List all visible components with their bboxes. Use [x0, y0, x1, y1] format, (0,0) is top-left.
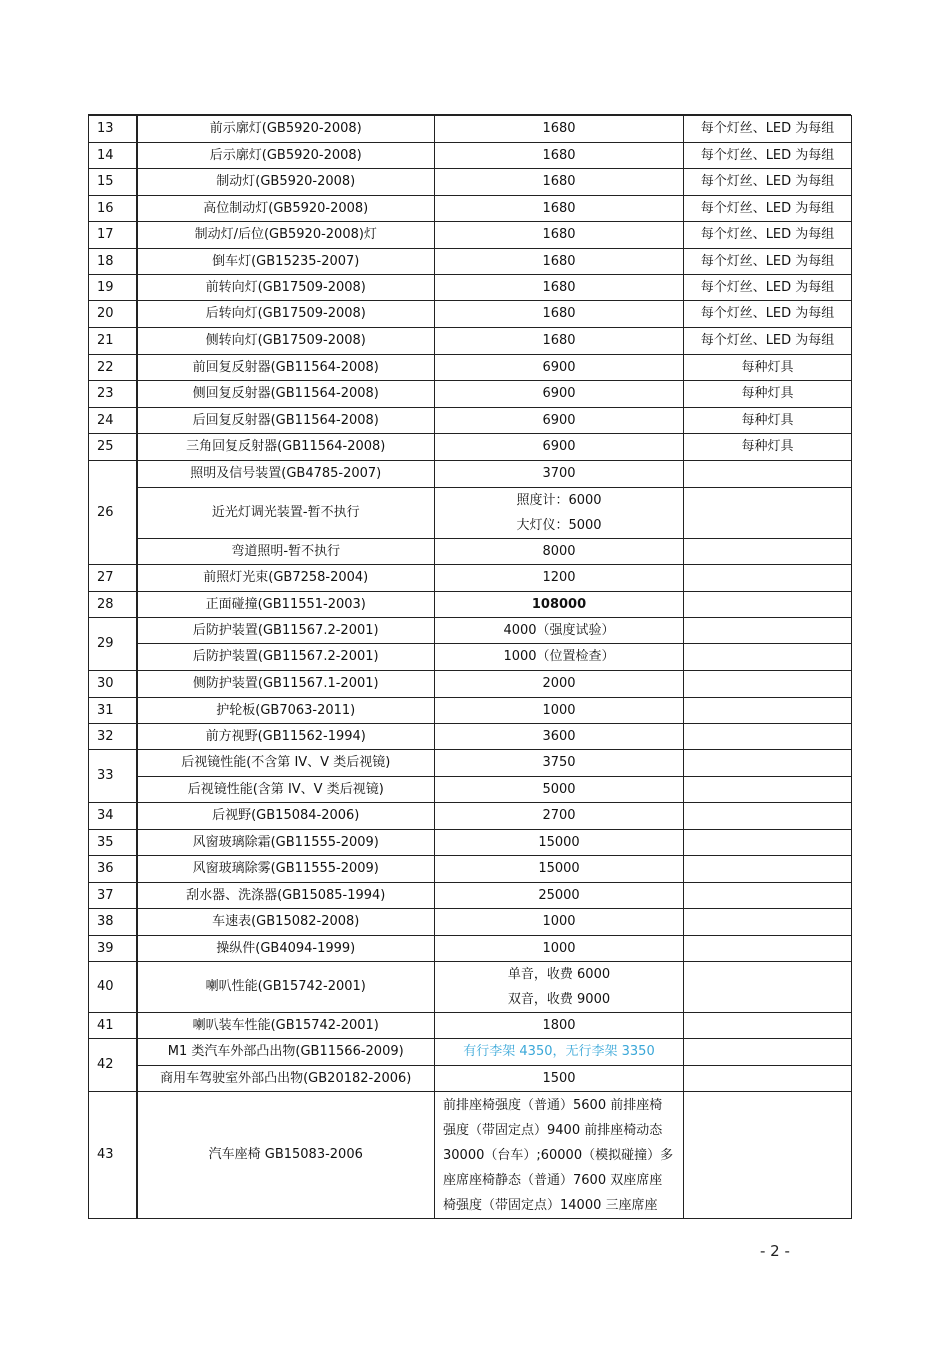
remark: 每种灯具: [684, 381, 852, 408]
fee-value: 1680: [435, 301, 684, 328]
test-item: 后视镜性能(含第 IV、V 类后视镜): [137, 777, 435, 803]
remark: [684, 856, 852, 883]
table-row: [89, 1013, 852, 1039]
test-item: 前照灯光束(GB7258-2004): [137, 565, 435, 592]
test-item: 风窗玻璃除雾(GB11555-2009): [137, 856, 435, 883]
row-number: 34: [89, 803, 137, 830]
test-item: 近光灯调光装置-暂不执行: [137, 488, 435, 539]
test-item: 后视野(GB15084-2006): [137, 803, 435, 830]
table-row: [89, 618, 852, 644]
row-number: 27: [89, 565, 137, 592]
remark: [684, 1066, 852, 1092]
row-number: 38: [89, 909, 137, 936]
table-row: [89, 249, 852, 275]
fee-line: 30000（台车）;60000（模拟碰撞）多: [443, 1147, 674, 1163]
fee-line: 双音，收费 9000: [507, 992, 611, 1007]
remark: [684, 644, 852, 671]
table-row: [89, 143, 852, 169]
fee-line: 大灯仪：5000: [516, 518, 602, 533]
test-item: 侧防护装置(GB11567.1-2001): [137, 671, 435, 698]
remark: 每种灯具: [684, 355, 852, 381]
page-number: - 2 -: [760, 1242, 790, 1260]
test-item: 后防护装置(GB11567.2-2001): [137, 618, 435, 644]
fee-value: 1680: [435, 222, 684, 249]
remark: 每个灯丝、LED 为每组: [684, 196, 852, 222]
fee-line: 照度计：6000: [516, 493, 602, 508]
fee-value: 2000: [435, 671, 684, 698]
row-number: 26: [89, 461, 137, 565]
fee-value: 1680: [435, 116, 684, 143]
row-number: 30: [89, 671, 137, 698]
test-item: 制动灯/后位(GB5920-2008)灯: [137, 222, 435, 249]
test-item: 照明及信号装置(GB4785-2007): [137, 461, 435, 488]
table-row: [89, 539, 852, 565]
table-row: [89, 750, 852, 777]
remark: 每种灯具: [684, 408, 852, 434]
fee-value: 2700: [435, 803, 684, 830]
fee-value: 15000: [435, 856, 684, 883]
fee-value: 15000: [435, 830, 684, 856]
remark: [684, 539, 852, 565]
test-item: 后视镜性能(不含第 IV、V 类后视镜): [137, 750, 435, 777]
test-item: 侧回复反射器(GB11564-2008): [137, 381, 435, 408]
remark: [684, 750, 852, 777]
test-item: 车速表(GB15082-2008): [137, 909, 435, 936]
remark: 每个灯丝、LED 为每组: [684, 143, 852, 169]
fee-value: 108000: [435, 592, 684, 618]
fee-value: 5000: [435, 777, 684, 803]
table-row: [89, 1039, 852, 1066]
fee-value: 1000（位置检查）: [435, 644, 684, 671]
fee-value: 25000: [435, 883, 684, 909]
test-item: M1 类汽车外部凸出物(GB11566-2009): [137, 1039, 435, 1066]
row-number: 24: [89, 408, 137, 434]
fee-value: [435, 962, 684, 1013]
remark: [684, 909, 852, 936]
remark: [684, 698, 852, 724]
row-number: 36: [89, 856, 137, 883]
fee-value: [435, 488, 684, 539]
row-number: 16: [89, 196, 137, 222]
fee-line: 前排座椅强度（普通）5600 前排座椅: [443, 1097, 663, 1113]
table-row: [89, 355, 852, 381]
fee-line: 强度（带固定点）9400 前排座椅动态: [443, 1122, 663, 1138]
table-row: [89, 1066, 852, 1092]
remark: [684, 1039, 852, 1066]
fee-value: 1500: [435, 1066, 684, 1092]
row-number: 20: [89, 301, 137, 328]
fee-value: 3700: [435, 461, 684, 488]
table-row: [89, 275, 852, 301]
test-item: 护轮板(GB7063-2011): [137, 698, 435, 724]
test-item: 喇叭性能(GB15742-2001): [137, 962, 435, 1013]
row-number: 13: [89, 116, 137, 143]
table-row: [89, 909, 852, 936]
remark: [684, 936, 852, 962]
fee-table: [88, 115, 852, 1219]
fee-value: 8000: [435, 539, 684, 565]
fee-line: 单音，收费 6000: [507, 967, 611, 982]
row-number: 37: [89, 883, 137, 909]
test-item: 汽车座椅 GB15083-2006: [137, 1092, 435, 1219]
fee-value: 3600: [435, 724, 684, 750]
remark: [684, 565, 852, 592]
test-item: 刮水器、洗涤器(GB15085-1994): [137, 883, 435, 909]
test-item: 喇叭装车性能(GB15742-2001): [137, 1013, 435, 1039]
row-number: 41: [89, 1013, 137, 1039]
test-item: 正面碰撞(GB11551-2003): [137, 592, 435, 618]
row-number: 42: [89, 1039, 137, 1092]
remark: 每个灯丝、LED 为每组: [684, 328, 852, 355]
table-row: [89, 381, 852, 408]
row-number: 25: [89, 434, 137, 461]
fee-line: 座席座椅静态（普通）7600 双座席座: [443, 1172, 663, 1188]
row-number: 43: [89, 1092, 137, 1219]
fee-value: 1680: [435, 275, 684, 301]
remark: [684, 671, 852, 698]
fee-value: 6900: [435, 381, 684, 408]
remark: [684, 461, 852, 488]
table-row: [89, 116, 852, 143]
table-row: [89, 592, 852, 618]
test-item: 弯道照明-暂不执行: [137, 539, 435, 565]
row-number: 32: [89, 724, 137, 750]
test-item: 前方视野(GB11562-1994): [137, 724, 435, 750]
test-item: 高位制动灯(GB5920-2008): [137, 196, 435, 222]
row-number: 14: [89, 143, 137, 169]
test-item: 侧转向灯(GB17509-2008): [137, 328, 435, 355]
fee-value: 1680: [435, 169, 684, 196]
fee-value: [435, 1092, 684, 1219]
row-number: 35: [89, 830, 137, 856]
row-number: 23: [89, 381, 137, 408]
fee-value: 1680: [435, 328, 684, 355]
test-item: 制动灯(GB5920-2008): [137, 169, 435, 196]
row-number: 17: [89, 222, 137, 249]
table-row: [89, 883, 852, 909]
row-number: 15: [89, 169, 137, 196]
remark: [684, 962, 852, 1013]
remark: [684, 803, 852, 830]
table-row: [89, 936, 852, 962]
test-item: 倒车灯(GB15235-2007): [137, 249, 435, 275]
table-row: [89, 169, 852, 196]
table-row: [89, 830, 852, 856]
remark: [684, 488, 852, 539]
row-number: 19: [89, 275, 137, 301]
row-number: 39: [89, 936, 137, 962]
remark: [684, 777, 852, 803]
table-row: [89, 328, 852, 355]
remark: 每个灯丝、LED 为每组: [684, 169, 852, 196]
test-item: 三角回复反射器(GB11564-2008): [137, 434, 435, 461]
remark: [684, 724, 852, 750]
fee-value: 1680: [435, 143, 684, 169]
remark: [684, 618, 852, 644]
remark: 每种灯具: [684, 434, 852, 461]
row-number: 21: [89, 328, 137, 355]
fee-value: 3750: [435, 750, 684, 777]
fee-value: 1680: [435, 196, 684, 222]
table-row: [89, 408, 852, 434]
fee-value: 1000: [435, 936, 684, 962]
table-row: [89, 724, 852, 750]
test-item: 后示廓灯(GB5920-2008): [137, 143, 435, 169]
test-item: 前转向灯(GB17509-2008): [137, 275, 435, 301]
table-row: [89, 488, 852, 539]
table-row: [89, 222, 852, 249]
fee-value: 1800: [435, 1013, 684, 1039]
fee-value: 6900: [435, 408, 684, 434]
table-row: [89, 565, 852, 592]
remark: [684, 592, 852, 618]
test-item: 后回复反射器(GB11564-2008): [137, 408, 435, 434]
test-item: 商用车驾驶室外部凸出物(GB20182-2006): [137, 1066, 435, 1092]
remark: [684, 1013, 852, 1039]
fee-value: 4000（强度试验）: [435, 618, 684, 644]
row-number: 28: [89, 592, 137, 618]
table-row: [89, 698, 852, 724]
table-row: [89, 777, 852, 803]
row-number: 18: [89, 249, 137, 275]
fee-value: 有行李架 4350，无行李架 3350: [435, 1039, 684, 1066]
remark: 每个灯丝、LED 为每组: [684, 275, 852, 301]
remark: 每个灯丝、LED 为每组: [684, 249, 852, 275]
remark: 每个灯丝、LED 为每组: [684, 116, 852, 143]
table-row: [89, 434, 852, 461]
table-row: [89, 856, 852, 883]
fee-value: 1000: [435, 698, 684, 724]
row-number: 33: [89, 750, 137, 803]
row-number: 29: [89, 618, 137, 671]
remark: [684, 1092, 852, 1219]
test-item: 前示廓灯(GB5920-2008): [137, 116, 435, 143]
table-row: [89, 461, 852, 488]
table-row: [89, 671, 852, 698]
row-number: 22: [89, 355, 137, 381]
fee-value: 1000: [435, 909, 684, 936]
test-item: 前回复反射器(GB11564-2008): [137, 355, 435, 381]
row-number: 40: [89, 962, 137, 1013]
table-row: [89, 644, 852, 671]
fee-value: 6900: [435, 434, 684, 461]
remark: [684, 830, 852, 856]
row-number: 31: [89, 698, 137, 724]
table-row: [89, 196, 852, 222]
fee-value: 1680: [435, 249, 684, 275]
table-row: [89, 1092, 852, 1219]
remark: 每个灯丝、LED 为每组: [684, 301, 852, 328]
fee-value: 6900: [435, 355, 684, 381]
test-item: 后防护装置(GB11567.2-2001): [137, 644, 435, 671]
remark: 每个灯丝、LED 为每组: [684, 222, 852, 249]
fee-value: 1200: [435, 565, 684, 592]
table-row: [89, 803, 852, 830]
test-item: 风窗玻璃除霜(GB11555-2009): [137, 830, 435, 856]
remark: [684, 883, 852, 909]
test-item: 后转向灯(GB17509-2008): [137, 301, 435, 328]
table-row: [89, 962, 852, 1013]
fee-line: 椅强度（带固定点）14000 三座席座: [443, 1197, 658, 1213]
test-item: 操纵件(GB4094-1999): [137, 936, 435, 962]
table-row: [89, 301, 852, 328]
